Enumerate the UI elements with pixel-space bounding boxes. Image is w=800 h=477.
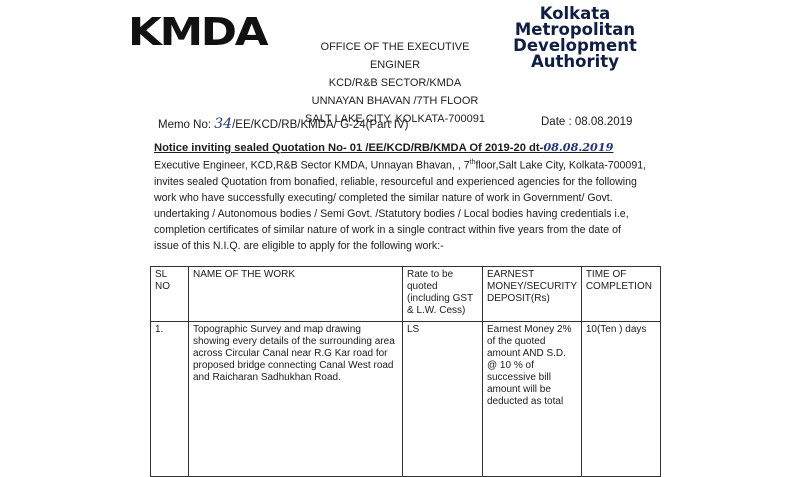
body-line: completion certificates of similar nature of work in a single contract within five years from the date of <box>154 223 621 236</box>
kmda-logo: KMDA <box>128 10 267 54</box>
body-line: issue of this N.I.Q. are eligible to apply for the following work:- <box>154 239 444 252</box>
notice-title <box>154 140 613 154</box>
table-row <box>151 322 661 477</box>
office-address <box>300 38 490 128</box>
memo-suffix: /EE/KCD/RB/KMDA/ G-24(Part IV) <box>232 119 409 131</box>
authority-line: Kolkata <box>539 4 611 23</box>
cell-sl: 1. <box>151 322 189 477</box>
header-time-of-completion: TIME OF COMPLETION <box>581 267 660 322</box>
header-name-of-work: NAME OF THE WORK <box>189 267 403 322</box>
works-table <box>150 266 661 477</box>
office-line: UNNAYAN BHAVAN /7TH FLOOR <box>311 95 479 107</box>
cell-work-name: Topographic Survey and map drawing showing every details of the surrounding area across Circular Canal near R.G Kar road for proposed bridge connecting Canal West road and Raicharan Sadhukhan Road. <box>189 322 403 477</box>
cell-rate: LS <box>403 322 483 477</box>
office-line: SALT LAKE CITY, KOLKATA-700091 <box>305 113 485 125</box>
cell-time: 10(Ten ) days <box>581 322 660 477</box>
body-text: Executive Engineer, KCD,R&B Sector KMDA, Unnayan Bhavan, , 7 <box>154 159 470 172</box>
body-superscript: th <box>469 159 476 166</box>
authority-line: Authority <box>531 52 619 71</box>
body-line <box>154 155 654 174</box>
authority-name <box>500 6 650 70</box>
office-line: KCD/R&B SECTOR/KMDA <box>328 77 462 89</box>
office-line: OFFICE OF THE EXECUTIVE ENGINER <box>320 41 470 71</box>
notice-title-prefix: Notice inviting sealed Quotation No- 01 /EE/KCD/RB/KMDA Of 2019-20 dt- <box>154 142 544 154</box>
authority-line: Development <box>513 36 637 55</box>
header-sl-no: SL NO <box>151 267 189 322</box>
memo-date: Date : 08.08.2019 <box>541 116 633 128</box>
memo-number <box>158 116 408 132</box>
notice-body <box>154 155 654 254</box>
body-line: work who have successfully executing/ completed the similar nature of work in Government/ Govt. <box>154 191 613 204</box>
body-line: undertaking / Autonomous bodies / Semi Govt. /Statutory bodies / Local bodies having credentials i.e, <box>154 207 629 220</box>
body-text: floor,Salt Lake City, Kolkata-700091, <box>475 159 647 172</box>
body-line: invites sealed Quotation from bonafied, reliable, resourceful and experienced agencies for the following <box>154 175 637 188</box>
table-header-row <box>151 267 661 322</box>
memo-prefix: Memo No: <box>158 119 215 131</box>
header-earnest-money: EARNEST MONEY/SECURITY DEPOSIT(Rs) <box>483 267 582 322</box>
notice-title-date: 08.08.2019 <box>543 140 614 154</box>
cell-earnest: Earnest Money 2% of the quoted amount AND S.D. @ 10 % of successive bill amount will be deducted as total <box>483 322 582 477</box>
header-rate: Rate to be quoted (including GST & L.W. Cess) <box>403 267 483 322</box>
authority-line: Metropolitan <box>514 20 636 39</box>
memo-handwritten-number: 34 <box>214 116 233 132</box>
